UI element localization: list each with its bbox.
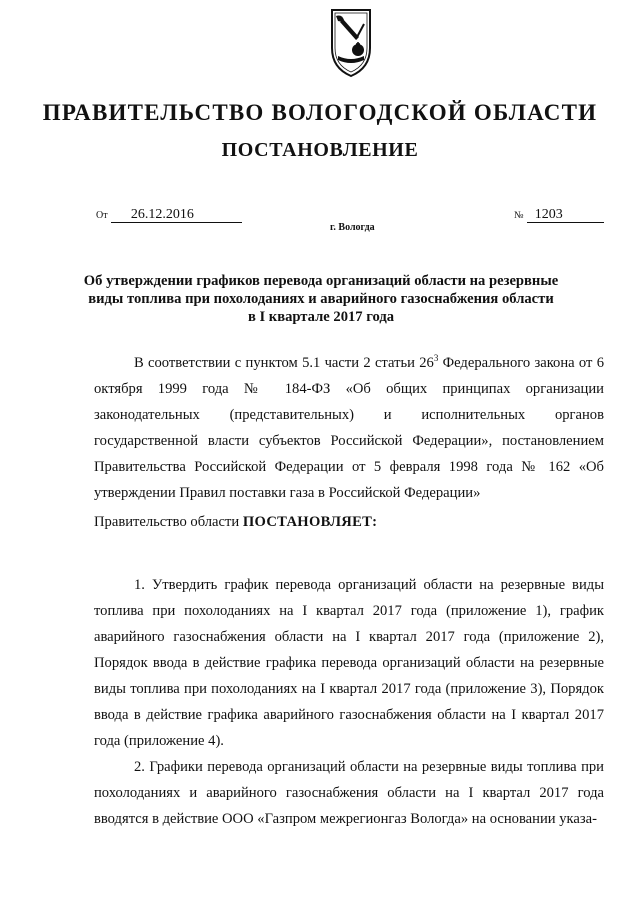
date-row: [96, 206, 242, 223]
date-prefix: От: [96, 210, 108, 221]
number-prefix: №: [514, 210, 524, 221]
list-item-1: 1. Утвердить график перевода организаций области на резервные виды топлива при похолоданиях на I квартал 2017 года (приложение 1), график аварийного газоснабжения области на I квартал 2017 года (приложение 2), Порядок ввода в действие графика перевода организаций области на резервные виды топлива при похолоданиях на I квартал 2017 года (приложение 3), Порядок ввода в действие графика аварийного газоснабжения области на I квартал 2017 года (приложение 4).: [94, 577, 604, 749]
decree-line: [94, 514, 377, 531]
preamble-superscript: 3: [433, 353, 439, 364]
number-row: [514, 206, 604, 223]
preamble-part-2: Федерального закона от 6 октября 1999 года № 184-ФЗ «Об общих принципах организации законодательных (представительных) и исполнительных органов государственной власти субъектов Российской Федерации», постановлением Правительства Российской Федерации от 5 февраля 1998 года № 162 «Об утверждении Правил поставки газа в Российской Федерации»: [94, 355, 604, 501]
list-item-2: 2. Графики перевода организаций области на резервные виды топлива при похолоданиях и аварийного газоснабжения области на I квартал 2017 года вводятся в действие ООО «Газпром межрегионгаз Вологда» на основании указа-: [94, 759, 604, 827]
subject-line-2: виды топлива при похолоданиях и аварийного газоснабжения области: [88, 291, 554, 307]
document-subject: [80, 272, 562, 326]
document-date: 26.12.2016: [111, 207, 242, 223]
decree-keyword: ПОСТАНОВЛЯЕТ:: [242, 514, 378, 530]
document-type: ПОСТАНОВЛЕНИЕ: [221, 139, 419, 161]
subject-line-1: Об утверждении графиков перевода организаций области на резервные: [83, 273, 559, 289]
government-title: ПРАВИТЕЛЬСТВО ВОЛОГОДСКОЙ ОБЛАСТИ: [42, 100, 598, 125]
preamble-paragraph: [94, 350, 604, 506]
coat-of-arms-emblem: [328, 6, 374, 78]
preamble-part-1: В соответствии с пунктом 5.1 части 2 статьи 26: [134, 355, 434, 371]
decree-prefix: Правительство области: [94, 514, 243, 530]
city-label: г. Вологда: [330, 222, 375, 233]
document-number: 1203: [527, 207, 604, 223]
subject-line-3: в I квартале 2017 года: [247, 309, 395, 325]
